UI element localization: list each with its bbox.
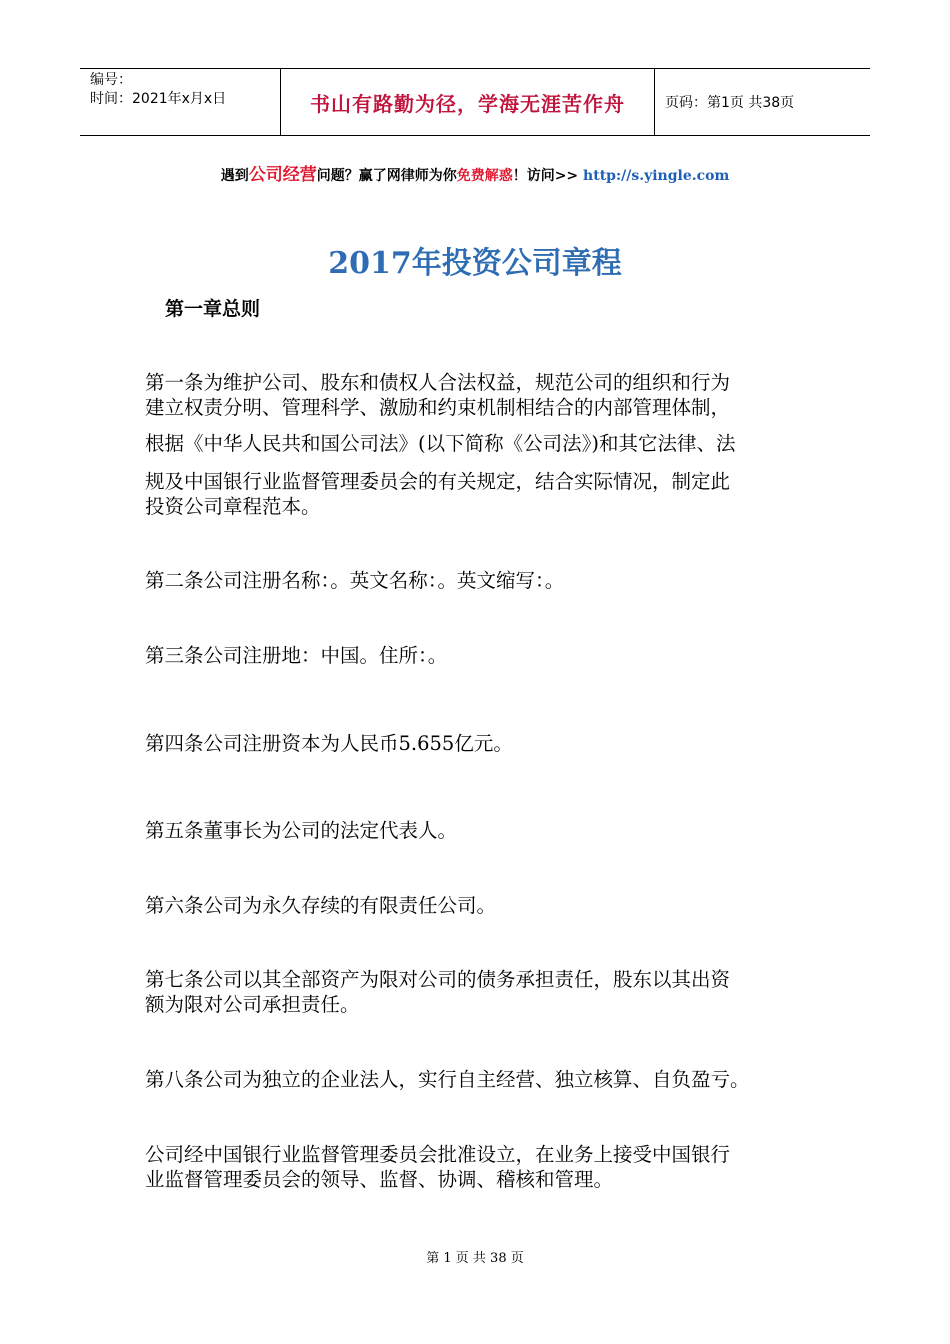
paragraph-line: 投资公司章程范本。 <box>145 495 321 518</box>
paragraph <box>145 893 813 918</box>
paragraph-line: 第三条公司注册地：中国。住所：。 <box>145 644 448 667</box>
paragraph <box>145 568 813 593</box>
number-label: 编号： <box>90 72 132 88</box>
paragraph <box>145 818 813 843</box>
paragraph <box>145 731 813 756</box>
paragraph-line: 第八条公司为独立的企业法人，实行自主经营、独立核算、自负盈亏。 <box>145 1068 750 1091</box>
paragraph-line: 第七条公司以其全部资产为限对公司的债务承担责任，股东以其出资 <box>145 968 731 991</box>
paragraph <box>145 469 813 519</box>
paragraph-line: 额为限对公司承担责任。 <box>145 993 360 1016</box>
paragraph <box>145 1142 813 1192</box>
paragraph <box>145 967 813 1017</box>
paragraph-line: 第六条公司为永久存续的有限责任公司。 <box>145 894 497 917</box>
document-title: 2017年投资公司章程 <box>328 246 622 281</box>
paragraph-line: 规及中国银行业监督管理委员会的有关规定，结合实际情况，制定此 <box>145 470 731 493</box>
page-footer: 第 1 页 共 38 页 <box>426 1251 524 1266</box>
promo-prefix: 遇到 <box>220 168 249 184</box>
paragraph-line: 公司经中国银行业监督管理委员会批准设立，在业务上接受中国银行 <box>145 1143 731 1166</box>
paragraph-line: 第二条公司注册名称：。英文名称：。英文缩写：。 <box>145 569 565 592</box>
time-label: 时间：2021年x月x日 <box>90 91 227 107</box>
paragraph <box>145 431 813 456</box>
paragraph-line: 第五条董事长为公司的法定代表人。 <box>145 819 458 842</box>
header-motto: 书山有路勤为径，学海无涯苦作舟 <box>281 69 655 135</box>
paragraph <box>145 370 813 420</box>
paragraph-line: 第四条公司注册资本为人民币5.655亿元。 <box>145 732 513 755</box>
page-header <box>80 68 870 136</box>
promo-highlight-free: 免费解惑 <box>456 168 513 184</box>
promo-suffix: ！访问>> <box>512 168 584 184</box>
promo-banner <box>0 160 950 185</box>
paragraph-line: 根据《中华人民共和国公司法》(以下简称《公司法》)和其它法律、法 <box>145 432 736 455</box>
paragraph-line: 业监督管理委员会的领导、监督、协调、稽核和管理。 <box>145 1168 614 1191</box>
promo-highlight-business: 公司经营 <box>248 165 317 185</box>
promo-link[interactable]: http://s.yingle.com <box>583 168 730 184</box>
header-page-info: 页码：第1页 共38页 <box>665 95 795 111</box>
paragraph-line: 第一条为维护公司、股东和债权人合法权益，规范公司的组织和行为 <box>145 371 731 394</box>
paragraph-line: 建立权责分明、管理科学、激励和约束机制相结合的内部管理体制， <box>145 396 731 419</box>
chapter-heading: 第一章总则 <box>165 298 261 320</box>
promo-middle: 问题？赢了网律师为你 <box>316 168 457 184</box>
paragraph <box>145 643 813 668</box>
paragraph <box>145 1067 813 1092</box>
header-meta <box>80 69 281 135</box>
